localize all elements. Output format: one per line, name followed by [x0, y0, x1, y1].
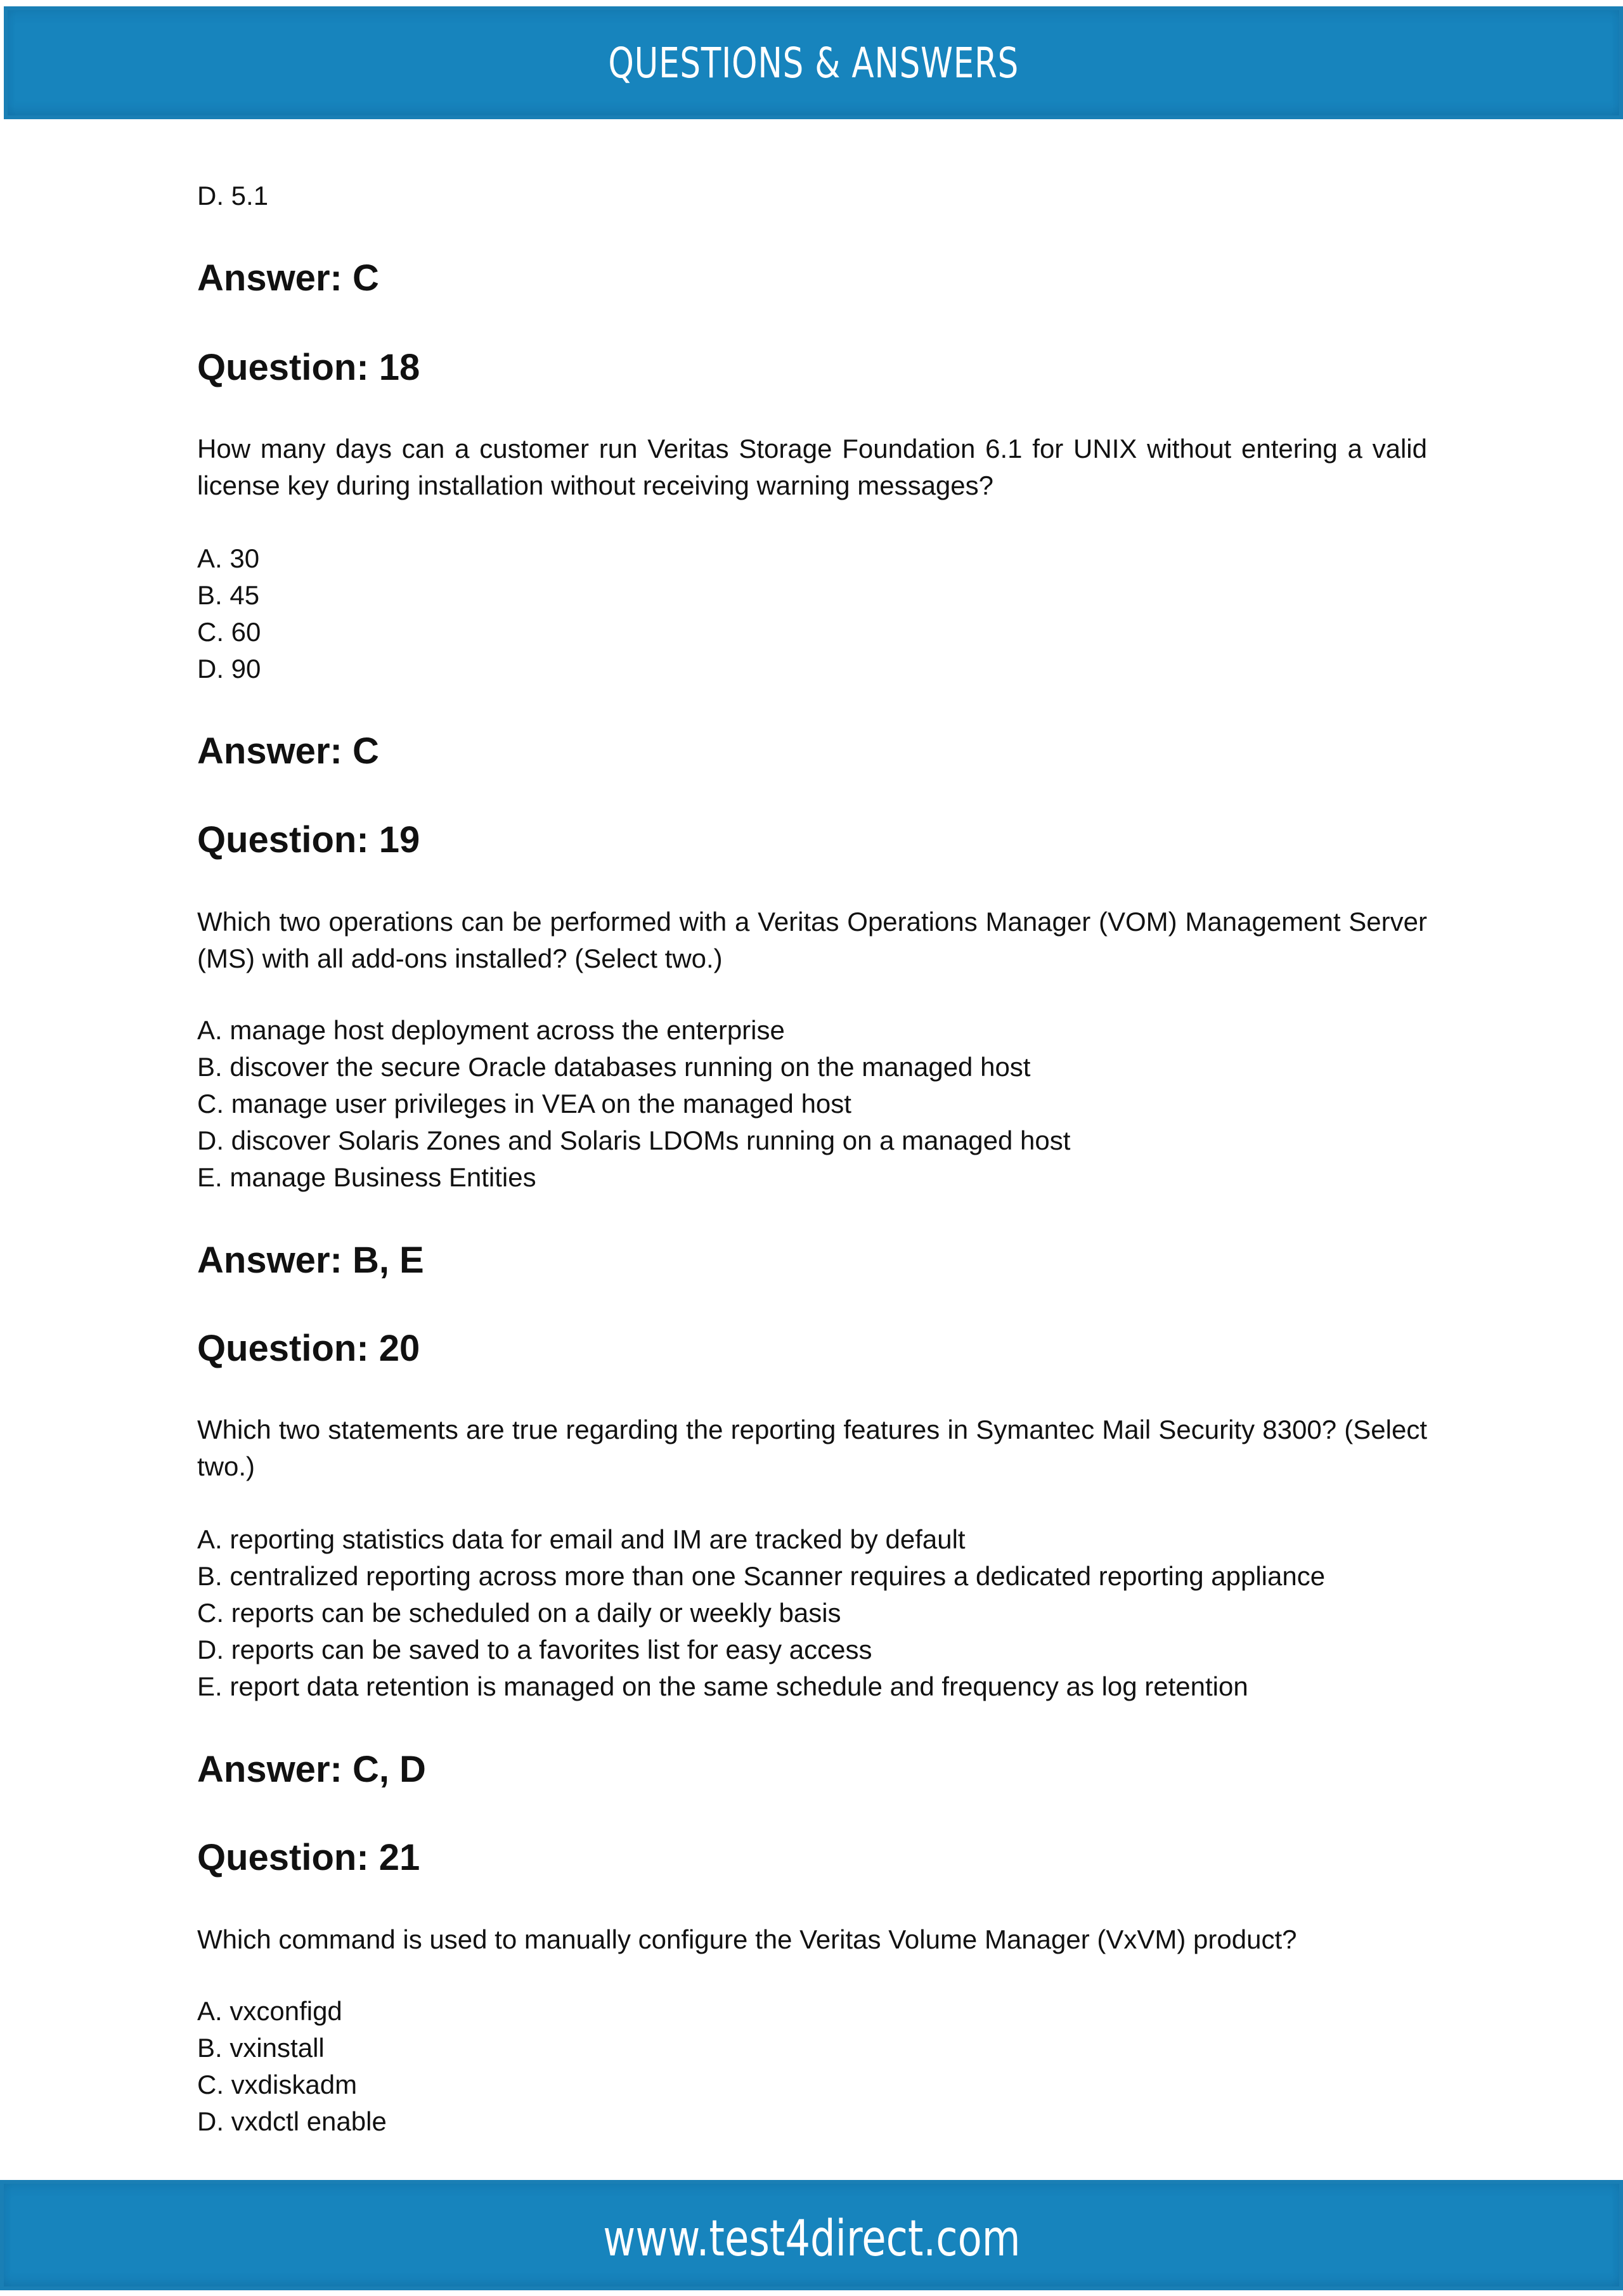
question-heading: Question: 20 [197, 1328, 420, 1369]
option-item: D. discover Solaris Zones and Solaris LDOMs running on a managed host [197, 1125, 1071, 1155]
question-heading: Question: 21 [197, 1837, 420, 1878]
option-item: B. centralized reporting across more than one Scanner requires a dedicated reporting appliance [197, 1561, 1326, 1591]
option-list [197, 1521, 1325, 1705]
question-text: How many days can a customer run Veritas Storage Foundation 6.1 for UNIX without entering a valid license key during installation without receiving warning messages? [197, 434, 1427, 500]
question-heading: Question: 18 [197, 347, 420, 388]
option-item: A. vxconfigd [197, 1996, 342, 2026]
option-item: C. manage user privileges in VEA on the managed host [197, 1089, 851, 1119]
option-item: D. 90 [197, 654, 261, 684]
option-item: C. 60 [197, 617, 261, 647]
option-item: D. reports can be saved to a favorites list for easy access [197, 1635, 872, 1664]
option-item: E. report data retention is managed on the same schedule and frequency as log retention [197, 1671, 1248, 1701]
option-list [197, 1012, 1070, 1196]
carryover-answer: Answer: C [197, 257, 379, 299]
option-item: D. vxdctl enable [197, 2106, 387, 2136]
answer-label: Answer: C, D [197, 1749, 426, 1790]
option-item: E. manage Business Entities [197, 1162, 536, 1192]
header-title: QUESTIONS & ANSWERS [608, 38, 1019, 88]
answer-label: Answer: B, E [197, 1240, 424, 1281]
question-text: Which two statements are true regarding the reporting features in Symantec Mail Security 8300? (Select two.) [197, 1415, 1427, 1481]
option-item: A. reporting statistics data for email and IM are tracked by default [197, 1524, 966, 1554]
page-header-banner [4, 6, 1623, 119]
carryover-option: D. 5.1 [197, 181, 269, 211]
option-item: C. reports can be scheduled on a daily or weekly basis [197, 1598, 841, 1628]
question-text: Which command is used to manually configure the Veritas Volume Manager (VxVM) product? [197, 1924, 1297, 1954]
option-item: B. 45 [197, 580, 260, 610]
option-item: A. 30 [197, 543, 260, 573]
question-text: Which two operations can be performed with a Veritas Operations Manager (VOM) Management Server (MS) with all add-ons installed? (Select two.) [197, 907, 1427, 973]
answer-label: Answer: C [197, 730, 379, 772]
question-heading: Question: 19 [197, 819, 420, 860]
option-list [197, 540, 261, 687]
option-item: B. vxinstall [197, 2033, 325, 2063]
option-item: B. discover the secure Oracle databases running on the managed host [197, 1052, 1031, 1082]
footer-url: www.test4direct.com [602, 2210, 1021, 2267]
page-footer-banner [0, 2180, 1623, 2290]
option-item: A. manage host deployment across the enterprise [197, 1015, 785, 1045]
option-item: C. vxdiskadm [197, 2070, 358, 2099]
option-list [197, 1993, 387, 2140]
